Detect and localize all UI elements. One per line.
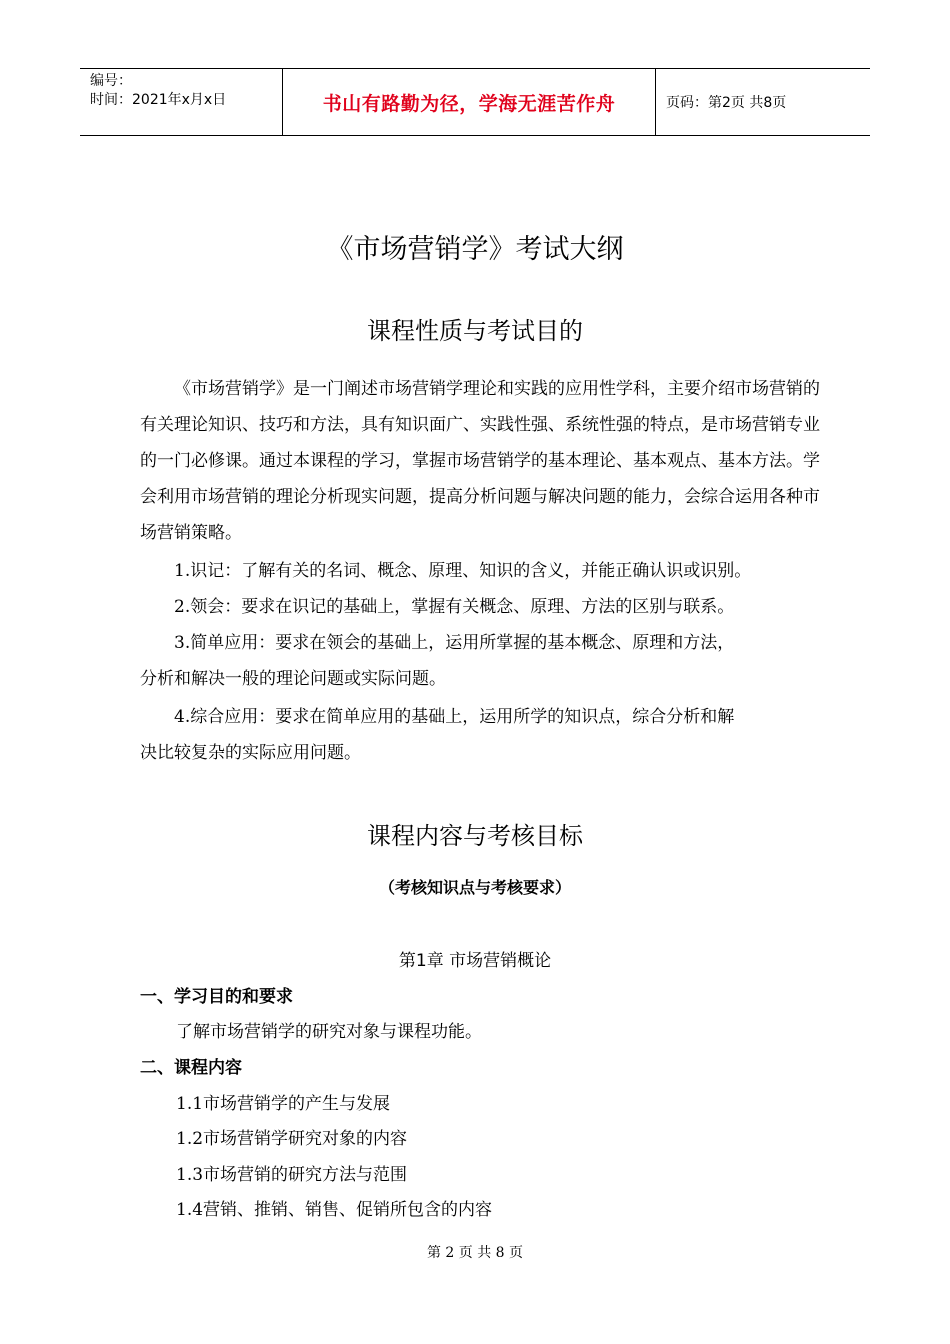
intro-paragraph: 《市场营销学》是一门阐述市场营销学理论和实践的应用性学科，主要介绍市场营销的有关理论知识、技巧和方法，具有知识面广、实践性强、系统性强的特点，是市场营销专业的一门必修课。通过本课程的学习，掌握市场营销学的基本理论、基本观点、基本方法。学会利用市场营销的理论分析现实问题，提高分析问题与解决问题的能力，会综合运用各种市场营销策略。 [140,379,820,543]
date-label: 时间：2021年x月x日 [90,92,227,108]
level-item-line: 决比较复杂的实际应用问题。 [140,743,361,763]
header-meta-cell [80,69,282,135]
chapter-title: 第1章 市场营销概论 [398,951,552,971]
level-item-line: 2.领会：要求在识记的基础上，掌握有关概念、原理、方法的区别与联系。 [174,597,735,617]
content-item: 1.2市场营销学研究对象的内容 [176,1129,408,1149]
part-heading-objectives: 一、学习目的和要求 [140,987,293,1007]
level-item-line: 4.综合应用：要求在简单应用的基础上，运用所学的知识点，综合分析和解 [174,707,735,727]
section-subtitle: （考核知识点与考核要求） [378,878,571,897]
part-heading-contents: 二、课程内容 [140,1058,242,1078]
level-item-line: 3.简单应用：要求在领会的基础上，运用所掌握的基本概念、原理和方法， [174,633,735,653]
level-item [140,553,830,589]
header-page-info: 页码：第2页 共8页 [666,95,787,111]
page-footer: 第 2 页 共 8 页 [426,1245,524,1261]
content-item: 1.3市场营销的研究方法与范围 [176,1165,408,1185]
level-item [140,589,830,625]
level-item-line: 分析和解决一般的理论问题或实际问题。 [140,669,446,689]
objectives-text: 了解市场营销学的研究对象与课程功能。 [176,1022,482,1042]
section-title-nature: 课程性质与考试目的 [367,317,583,345]
serial-number-label: 编号： [90,73,132,89]
section-title-content: 课程内容与考核目标 [367,822,583,850]
document-title: 《市场营销学》考试大纲 [326,234,624,265]
level-item [140,699,830,771]
level-item-line: 1.识记：了解有关的名词、概念、原理、知识的含义，并能正确认识或识别。 [174,561,752,581]
level-item [140,625,830,697]
document-header [80,68,870,136]
header-motto: 书山有路勤为径，学海无涯苦作舟 [282,69,656,135]
content-item: 1.1市场营销学的产生与发展 [176,1094,391,1114]
content-item: 1.4营销、推销、销售、促销所包含的内容 [176,1200,493,1220]
